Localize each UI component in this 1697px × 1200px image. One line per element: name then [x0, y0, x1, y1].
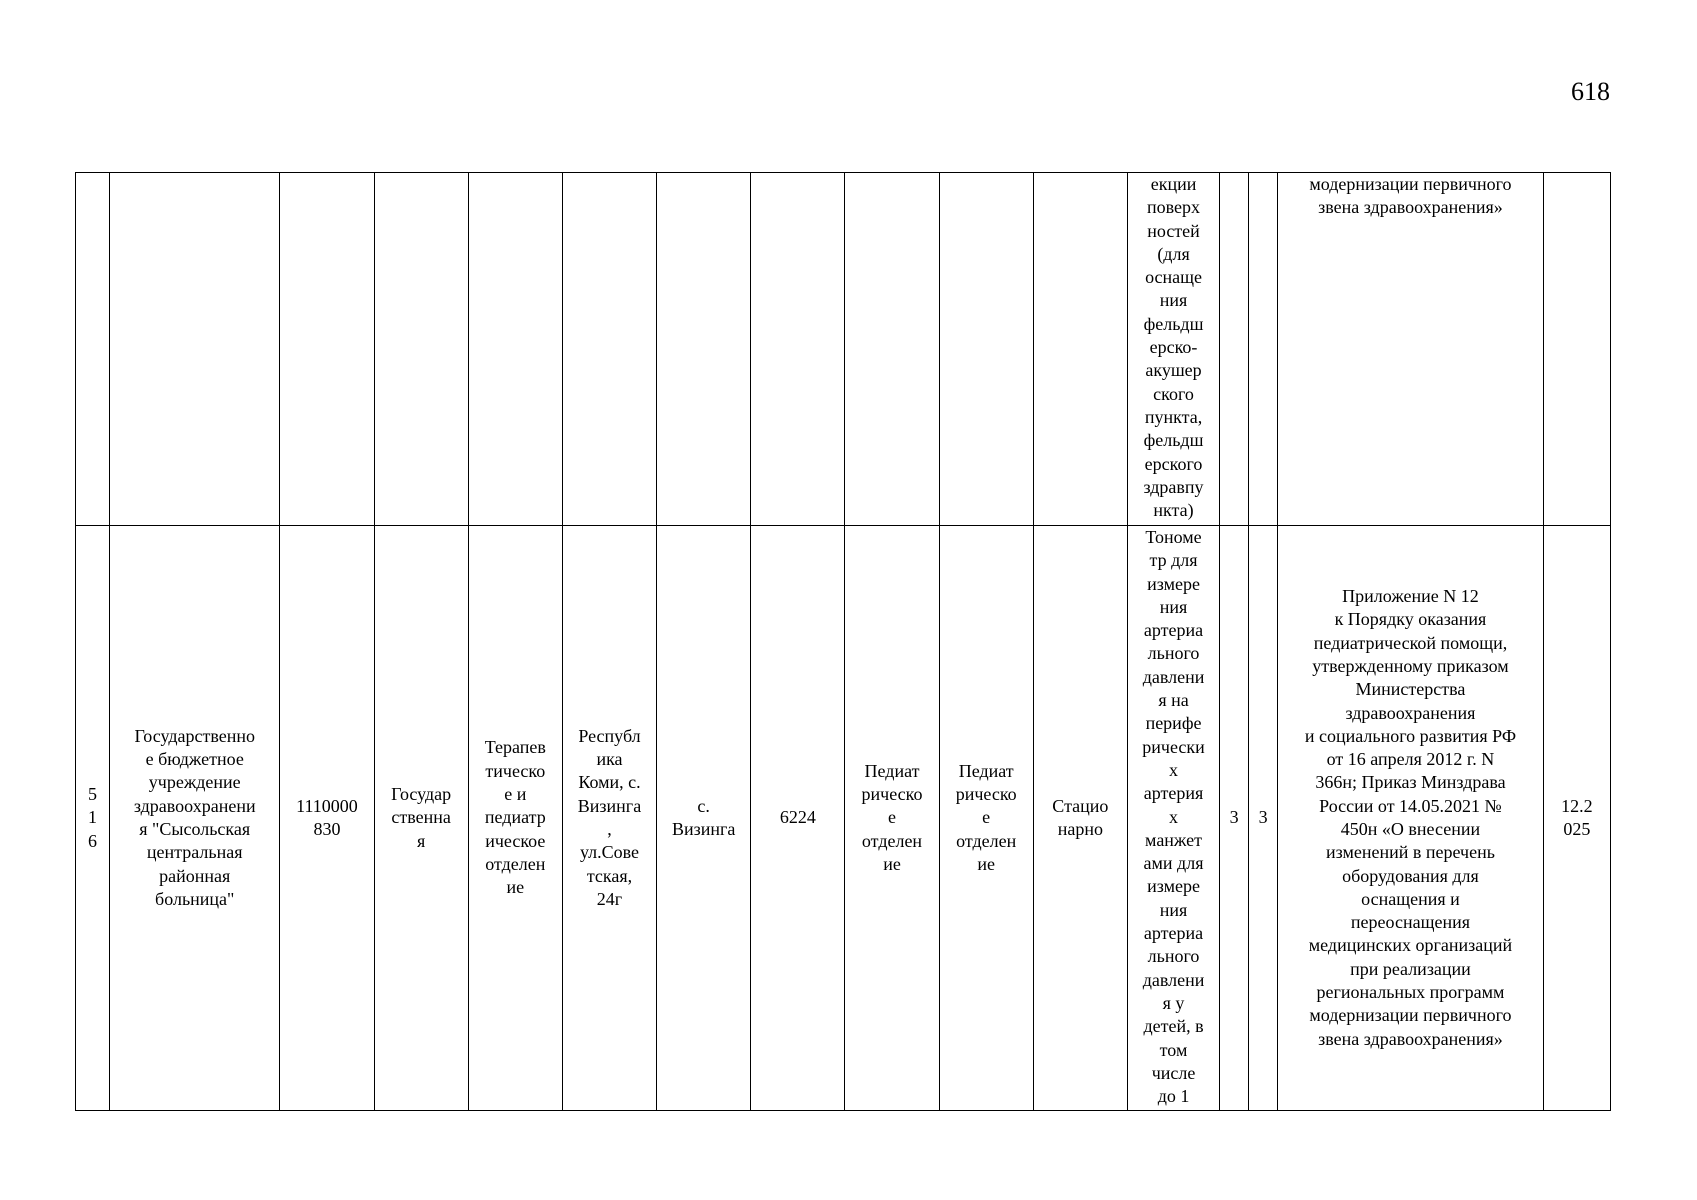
- care-form-cell: Стацио нарно: [1033, 526, 1127, 1111]
- subdivision-cell: Терапев тическо е и педиатр ическое отделен ие: [468, 526, 562, 1111]
- address-cell: Республ ика Коми, с. Визинга , ул.Сове тская, 24г: [562, 526, 656, 1111]
- ownership-cell: [374, 173, 468, 526]
- page-number: 618: [1571, 77, 1610, 106]
- equipment-cell: Тономе тр для измере ния артериа льного давлени я на перифе рически х артерия х манжет ами для измере ния артериа льного давлени я у детей, в том числе до 1: [1127, 526, 1219, 1111]
- department-cell: [845, 173, 939, 526]
- profile-cell: Педиат рическо е отделен ие: [939, 526, 1033, 1111]
- date-cell: 12.2 025: [1543, 526, 1610, 1111]
- unit-code-cell: [751, 173, 845, 526]
- qty-available-cell: 3: [1249, 526, 1278, 1111]
- equipment-table: [75, 172, 1611, 1111]
- care-form-cell: [1033, 173, 1127, 526]
- table-row-continuation: [76, 173, 1611, 526]
- subdivision-cell: [468, 173, 562, 526]
- organization-cell: Государственно е бюджетное учреждение здравоохранени я "Сысольская центральная районная больница": [110, 526, 280, 1111]
- department-cell: Педиат рическо е отделен ие: [845, 526, 939, 1111]
- settlement-cell: [657, 173, 751, 526]
- qty-required-cell: [1220, 173, 1249, 526]
- code-cell: [280, 173, 374, 526]
- address-cell: [562, 173, 656, 526]
- qty-required-cell: 3: [1220, 526, 1249, 1111]
- table-row: [76, 526, 1611, 1111]
- unit-code-cell: 6224: [751, 526, 845, 1111]
- code-cell: 1110000 830: [280, 526, 374, 1111]
- organization-cell: [110, 173, 280, 526]
- legal-basis-cell: Приложение N 12 к Порядку оказания педиатрической помощи, утвержденному приказом Министерства здравоохранения и социального развития РФ от 16 апреля 2012 г. N 366н; Приказ Минздрава России от 14.05.2021 № 450н «О внесении изменений в перечень оборудования для оснащения и переоснащения медицинских организаций при реализации региональных программ модернизации первичного звена здравоохранения»: [1278, 526, 1544, 1111]
- number-cell: 5 1 6: [76, 526, 110, 1111]
- number-cell: [76, 173, 110, 526]
- equipment-cell: екции поверх ностей (для оснаще ния фельдш ерско- акушер ского пункта, фельдш ерского здравпу нкта): [1127, 173, 1219, 526]
- profile-cell: [939, 173, 1033, 526]
- legal-basis-cell: модернизации первичного звена здравоохранения»: [1278, 173, 1544, 526]
- ownership-cell: Государ ственна я: [374, 526, 468, 1111]
- date-cell: [1543, 173, 1610, 526]
- settlement-cell: с. Визинга: [657, 526, 751, 1111]
- qty-available-cell: [1249, 173, 1278, 526]
